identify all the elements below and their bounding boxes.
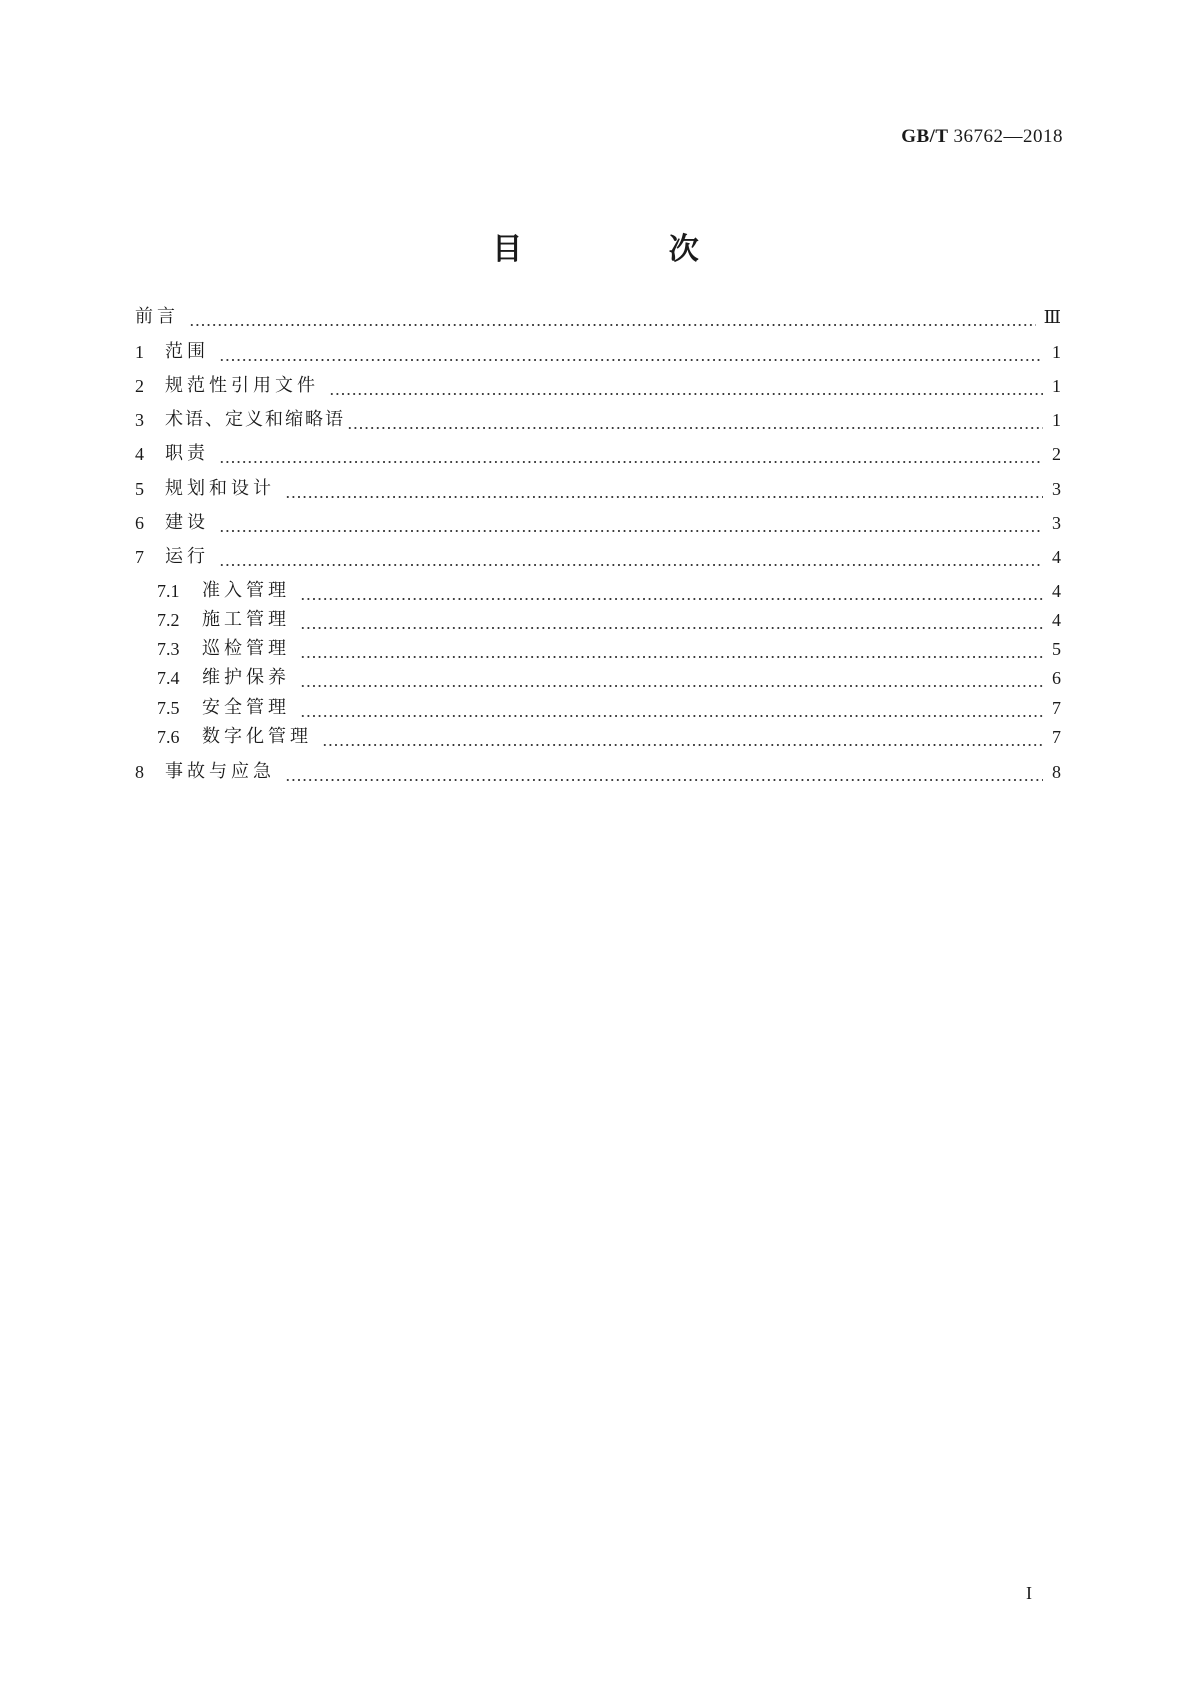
toc-entry-page: 1	[1052, 410, 1061, 430]
toc-entry-page: 7	[1052, 727, 1061, 747]
toc-entry-scope[interactable]	[135, 339, 1061, 365]
toc-entry-construction-management[interactable]	[157, 607, 1061, 633]
toc-entry-responsibilities[interactable]	[135, 441, 1061, 467]
toc-entry-title: 事故与应急	[165, 761, 275, 782]
dot-leader	[300, 607, 1043, 633]
dot-leader	[219, 441, 1043, 467]
dot-leader	[300, 695, 1043, 721]
toc-entry-number: 7	[135, 547, 144, 567]
dot-leader	[300, 636, 1043, 662]
toc-entry-title: 建设	[165, 512, 209, 533]
toc-entry-normative-references[interactable]	[135, 373, 1061, 399]
toc-entry-title: 巡检管理	[202, 638, 290, 659]
dot-leader	[329, 373, 1043, 399]
toc-entry-number: 7.2	[157, 610, 180, 630]
toc-entry-page: 3	[1052, 513, 1061, 533]
toc-entry-page: Ⅲ	[1043, 307, 1061, 327]
toc-entry-number: 8	[135, 762, 144, 782]
toc-entry-number: 7.4	[157, 668, 180, 688]
toc-entry-page: 4	[1052, 610, 1061, 630]
toc-entry-title: 准入管理	[202, 580, 290, 601]
dot-leader	[219, 510, 1043, 536]
dot-leader	[285, 759, 1043, 785]
toc-entry-title: 术语、定义和缩略语	[165, 409, 345, 430]
toc-entry-planning[interactable]	[135, 476, 1061, 502]
toc-entry-number: 7.1	[157, 581, 180, 601]
toc-entry-page: 5	[1052, 639, 1061, 659]
toc-entry-accident-emergency[interactable]	[135, 759, 1061, 785]
toc-entry-page: 6	[1052, 668, 1061, 688]
dot-leader	[285, 476, 1043, 502]
dot-leader	[300, 578, 1043, 604]
toc-entry-page: 8	[1052, 762, 1061, 782]
toc-entry-number: 7.3	[157, 639, 180, 659]
toc-entry-foreword[interactable]	[135, 304, 1061, 330]
toc-entry-terms[interactable]	[135, 407, 1061, 433]
toc-title: 目 次	[492, 232, 767, 267]
toc-entry-safety-management[interactable]	[157, 695, 1061, 721]
toc-entry-number: 6	[135, 513, 144, 533]
toc-entry-title: 维护保养	[202, 667, 290, 688]
dot-leader	[219, 339, 1043, 365]
toc-entry-title: 数字化管理	[202, 726, 312, 747]
toc-entry-page: 3	[1052, 479, 1061, 499]
toc-entry-construction[interactable]	[135, 510, 1061, 536]
toc-entry-number: 7.5	[157, 698, 180, 718]
toc-entry-number: 7.6	[157, 727, 180, 747]
toc-entry-page: 7	[1052, 698, 1061, 718]
toc-entry-page: 1	[1052, 342, 1061, 362]
toc-entry-page: 2	[1052, 444, 1061, 464]
standard-code	[901, 126, 1063, 148]
standard-prefix: GB/T	[901, 126, 949, 147]
toc-entry-title: 施工管理	[202, 609, 290, 630]
toc-entry-digital-management[interactable]	[157, 724, 1061, 750]
toc-entry-title: 安全管理	[202, 697, 290, 718]
dot-leader	[322, 724, 1043, 750]
dot-leader	[219, 544, 1043, 570]
toc-entry-title: 规范性引用文件	[165, 375, 319, 396]
toc-entry-operation[interactable]	[135, 544, 1061, 570]
toc-entry-maintenance[interactable]	[157, 665, 1061, 691]
toc-entry-title: 职责	[165, 443, 209, 464]
dot-leader	[347, 407, 1043, 433]
toc-entry-number: 4	[135, 444, 144, 464]
toc-entry-page: 1	[1052, 376, 1061, 396]
toc-entry-number: 3	[135, 410, 144, 430]
toc-entry-number: 5	[135, 479, 144, 499]
toc-entry-title: 运行	[165, 546, 209, 567]
toc-entry-title: 规划和设计	[165, 478, 275, 499]
dot-leader	[189, 304, 1036, 330]
toc-entry-inspection-management[interactable]	[157, 636, 1061, 662]
toc-entry-number: 2	[135, 376, 144, 396]
toc-entry-page: 4	[1052, 547, 1061, 567]
toc-entry-title: 前言	[135, 306, 179, 327]
dot-leader	[300, 665, 1043, 691]
standard-number: 36762—2018	[953, 126, 1063, 147]
toc-entry-access-management[interactable]	[157, 578, 1061, 604]
toc-entry-number: 1	[135, 342, 144, 362]
page-number: I	[1026, 1583, 1032, 1603]
toc-entry-title: 范围	[165, 341, 209, 362]
toc-entry-page: 4	[1052, 581, 1061, 601]
